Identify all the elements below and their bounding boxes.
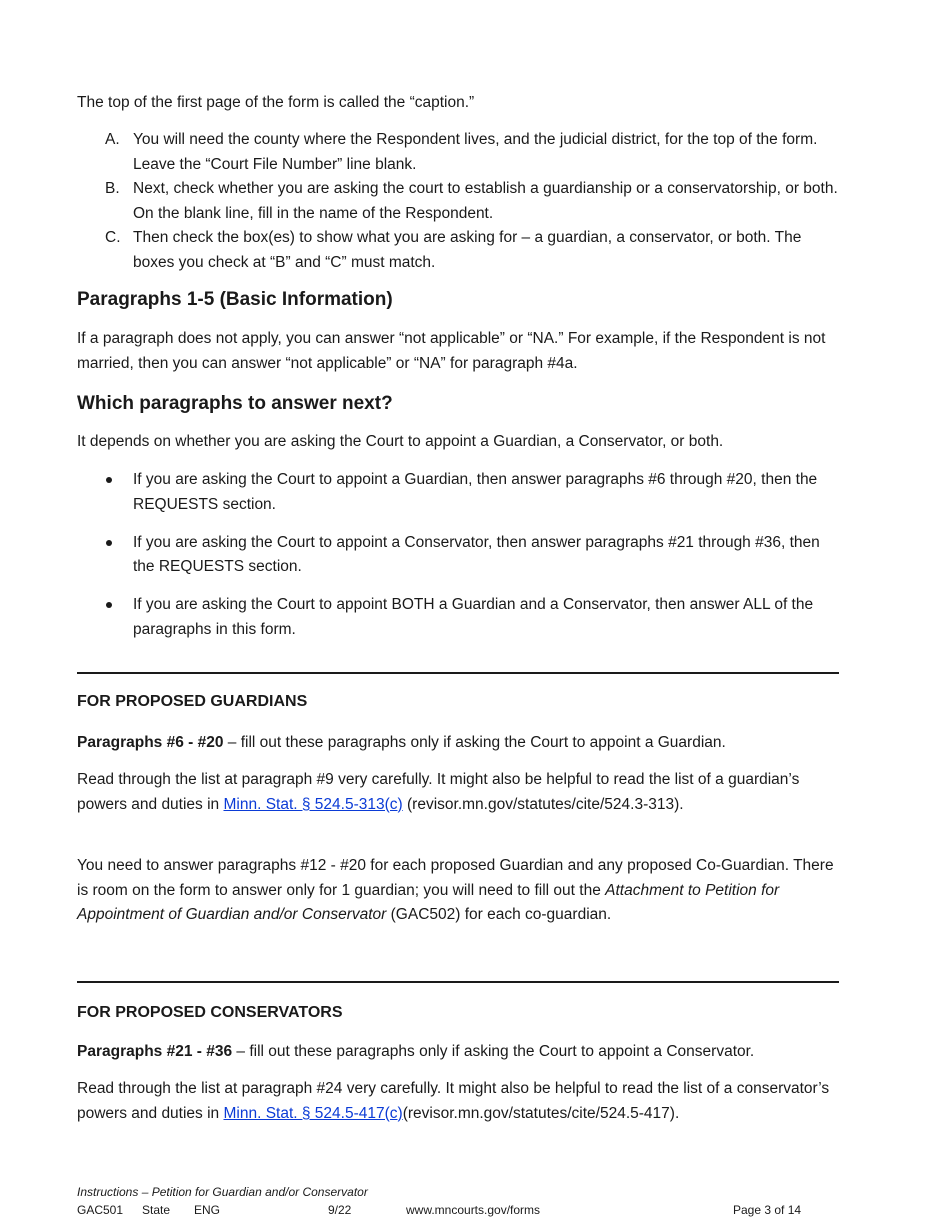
- footer-page-number: Page 3 of 14: [733, 1203, 802, 1217]
- step-marker: B.: [105, 180, 120, 197]
- list-item: If you are asking the Court to appoint BOTH a Guardian and a Conservator, then answer ALL of the paragraphs in this form.: [77, 593, 839, 642]
- caption-step-c: [77, 226, 839, 275]
- footer-date: 9/22: [328, 1203, 352, 1217]
- footer-row: [77, 1201, 839, 1219]
- footer-url: www.mncourts.gov/forms: [406, 1203, 541, 1217]
- conservators-paragraph-range: Paragraphs #21 - #36 – fill out these paragraphs only if asking the Court to appoint a Conservator.: [77, 1043, 755, 1060]
- statute-link-524-5-417[interactable]: Minn. Stat. § 524.5-417(c): [223, 1104, 403, 1122]
- list-item: If you are asking the Court to appoint a Guardian, then answer paragraphs #6 through #20, then the REQUESTS section.: [77, 468, 839, 517]
- section-divider: [77, 672, 839, 674]
- statute-link-524-5-313[interactable]: Minn. Stat. § 524.5-313(c): [223, 795, 403, 813]
- step-text: You will need the county where the Respondent lives, and the judicial district, for the top of the form. Leave the “Court File Number” line blank.: [133, 131, 818, 173]
- step-text: Next, check whether you are asking the court to establish a guardianship or a conservatorship, or both. On the blank line, fill in the name of the Respondent.: [133, 180, 838, 222]
- which-paragraphs-list: [77, 468, 839, 656]
- intro-text: The top of the first page of the form is called the “caption.”: [77, 94, 475, 111]
- guardians-coguardian-text: You need to answer paragraphs #12 - #20 for each proposed Guardian and any proposed Co-Guardian. There is room on the form to answer only for 1 guardian; you will need to fill out the Attachment to Petition for Appointment of Guardian and/or Conservator (GAC502) for each co-guardian.: [77, 857, 834, 923]
- conservators-heading: FOR PROPOSED CONSERVATORS: [77, 1004, 343, 1021]
- caption-step-b: [77, 177, 839, 226]
- step-marker: C.: [105, 229, 121, 246]
- step-marker: A.: [105, 131, 120, 148]
- basic-info-text: If a paragraph does not apply, you can answer “not applicable” or “NA.” For example, if the Respondent is not married, then you can answer “not applicable” or “NA” for paragraph #4a.: [77, 330, 826, 372]
- list-item: If you are asking the Court to appoint a Conservator, then answer paragraphs #21 through #36, then the REQUESTS section.: [77, 531, 839, 580]
- which-paragraphs-text: It depends on whether you are asking the Court to appoint a Guardian, a Conservator, or both.: [77, 433, 724, 450]
- bullet-icon: [106, 477, 112, 483]
- conservators-powers-text: Read through the list at paragraph #24 very carefully. It might also be helpful to read the list of a conservator’s powers and duties in Minn. Stat. § 524.5-417(c)(revisor.mn.gov/statutes/cite/524.5-417).: [77, 1080, 830, 1122]
- caption-steps-list: [77, 128, 839, 275]
- bullet-icon: [106, 540, 112, 546]
- section-divider: [77, 981, 839, 983]
- guardians-powers-text: Read through the list at paragraph #9 very carefully. It might also be helpful to read the list of a guardian’s powers and duties in Minn. Stat. § 524.5-313(c) (revisor.mn.gov/statutes/cite/524.3-313).: [77, 771, 800, 813]
- which-paragraphs-heading: Which paragraphs to answer next?: [77, 393, 393, 414]
- footer-title: Instructions – Petition for Guardian and/or Conservator: [77, 1185, 368, 1199]
- footer-form-code: GAC501: [77, 1203, 124, 1217]
- guardians-paragraph-range: Paragraphs #6 - #20 – fill out these paragraphs only if asking the Court to appoint a Guardian.: [77, 734, 726, 751]
- page-footer: [77, 1183, 839, 1219]
- step-text: Then check the box(es) to show what you are asking for – a guardian, a conservator, or both. The boxes you check at “B” and “C” must match.: [133, 229, 802, 271]
- guardians-heading: FOR PROPOSED GUARDIANS: [77, 693, 308, 710]
- caption-step-a: [77, 128, 839, 177]
- footer-jurisdiction: State: [142, 1203, 171, 1217]
- bullet-icon: [106, 602, 112, 608]
- footer-language: ENG: [194, 1203, 221, 1217]
- basic-info-heading: Paragraphs 1-5 (Basic Information): [77, 289, 393, 310]
